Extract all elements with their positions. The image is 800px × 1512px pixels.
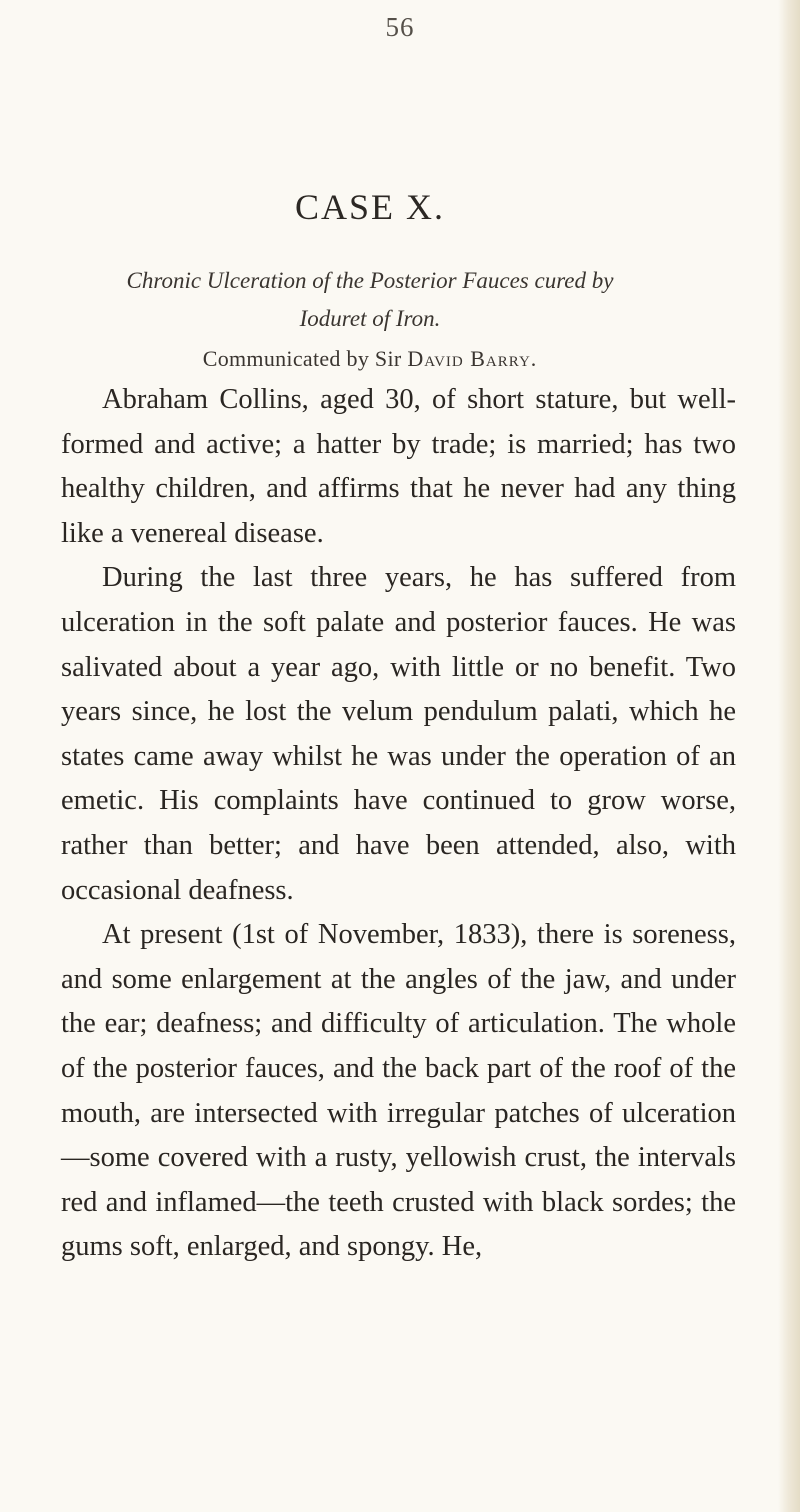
page-number: 56 bbox=[385, 12, 415, 42]
page-edge-shadow bbox=[778, 0, 800, 1512]
paragraph-patient-description: Abraham Collins, aged 30, of short stature, but well-formed and active; a hatter by trade; is married; has two healthy children, and affirms that he never had any thing like a venereal disease. bbox=[61, 384, 736, 549]
communicated-prefix: Communicated by Sir bbox=[202, 346, 408, 371]
case-title: CASE X. bbox=[294, 187, 446, 227]
communicated-by bbox=[0, 346, 740, 372]
case-body bbox=[61, 378, 736, 1270]
case-subtitle bbox=[0, 262, 740, 338]
case-subtitle-line-1: Chronic Ulceration of the Posterior Fauces cured by bbox=[126, 268, 614, 293]
author-name: David Barry. bbox=[407, 346, 538, 371]
paragraph-history: During the last three years, he has suffered from ulceration in the soft palate and posterior fauces. He was salivated about a year ago, with little or no benefit. Two years since, he lost the velum pendulum palati, which he states came away whilst he was under the operation of an emetic. His complaints have continued to grow worse, rather than better; and have been attended, also, with occasional deafness. bbox=[61, 562, 736, 906]
case-subtitle-line-2: Ioduret of Iron. bbox=[299, 306, 441, 331]
paragraph-present-condition: At present (1st of November, 1833), there is soreness, and some enlargement at the angles of the jaw, and under the ear; deafness; and difficulty of articulation. The whole of the posterior fauces, and the back part of the roof of the mouth, are intersected with irregular patches of ulceration—some covered with a rusty, yellowish crust, the intervals red and inflamed—the teeth crusted with black sordes; the gums soft, enlarged, and spongy. He, bbox=[61, 919, 736, 1263]
